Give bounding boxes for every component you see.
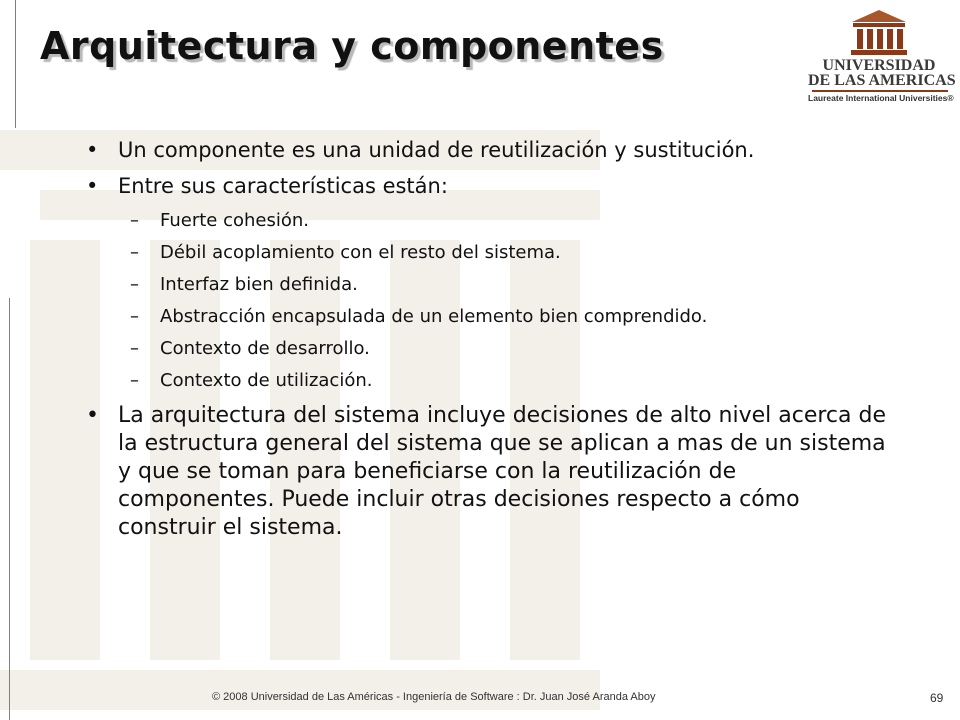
bullet-item [86, 402, 886, 542]
logo-divider [812, 90, 948, 92]
bullet-glyph: • [86, 403, 99, 428]
temple-logo-icon [848, 8, 910, 56]
dash-glyph: – [130, 274, 139, 295]
sub-bullet-item [86, 210, 886, 232]
bullet-text: Un componente es una unidad de reutilización y sustitución. [118, 138, 755, 162]
university-logo [808, 8, 956, 104]
left-rule-bottom [9, 298, 10, 720]
sub-bullet-item [86, 306, 886, 328]
logo-line-1: UNIVERSIDAD [822, 57, 936, 74]
bullet-glyph: • [86, 138, 99, 162]
logo-line-2: DE LAS AMERICAS [808, 72, 956, 89]
sub-bullet-item [86, 338, 886, 360]
sub-bullet-text: Fuerte cohesión. [160, 210, 310, 231]
logo-line-3: Laureate International Universities® [808, 93, 954, 103]
slide-title: Arquitectura y componentes [40, 24, 664, 68]
dash-glyph: – [130, 306, 139, 327]
sub-bullet-item [86, 242, 886, 264]
dash-glyph: – [130, 370, 139, 391]
slide-body [86, 138, 886, 553]
footer-copyright: © 2008 Universidad de Las Américas - Ingeniería de Software : Dr. Juan José Aranda Aboy [212, 691, 656, 703]
sub-bullet-text: Débil acoplamiento con el resto del sistema. [160, 242, 561, 263]
sub-bullet-text: Contexto de utilización. [160, 370, 373, 391]
bullet-glyph: • [86, 174, 99, 198]
dash-glyph: – [130, 338, 139, 359]
sub-bullet-item [86, 370, 886, 392]
bullet-item [86, 174, 886, 199]
sub-bullet-item [86, 274, 886, 296]
bullet-text: Entre sus características están: [118, 174, 448, 198]
sub-bullet-text: Contexto de desarrollo. [160, 338, 370, 359]
bullet-item [86, 138, 886, 163]
page-number: 69 [930, 691, 944, 705]
dash-glyph: – [130, 242, 139, 263]
dash-glyph: – [130, 210, 139, 231]
bullet-text: La arquitectura del sistema incluye decisiones de alto nivel acerca de la estructura general del sistema que se aplican a mas de un sistema y que se toman para beneficiarse con la reutilización de componentes. Puede incluir otras decisiones respecto a cómo construir el sistema. [118, 403, 887, 540]
sub-bullet-text: Abstracción encapsulada de un elemento bien comprendido. [160, 306, 708, 327]
left-rule-top [15, 0, 16, 128]
sub-bullet-text: Interfaz bien definida. [160, 274, 358, 295]
